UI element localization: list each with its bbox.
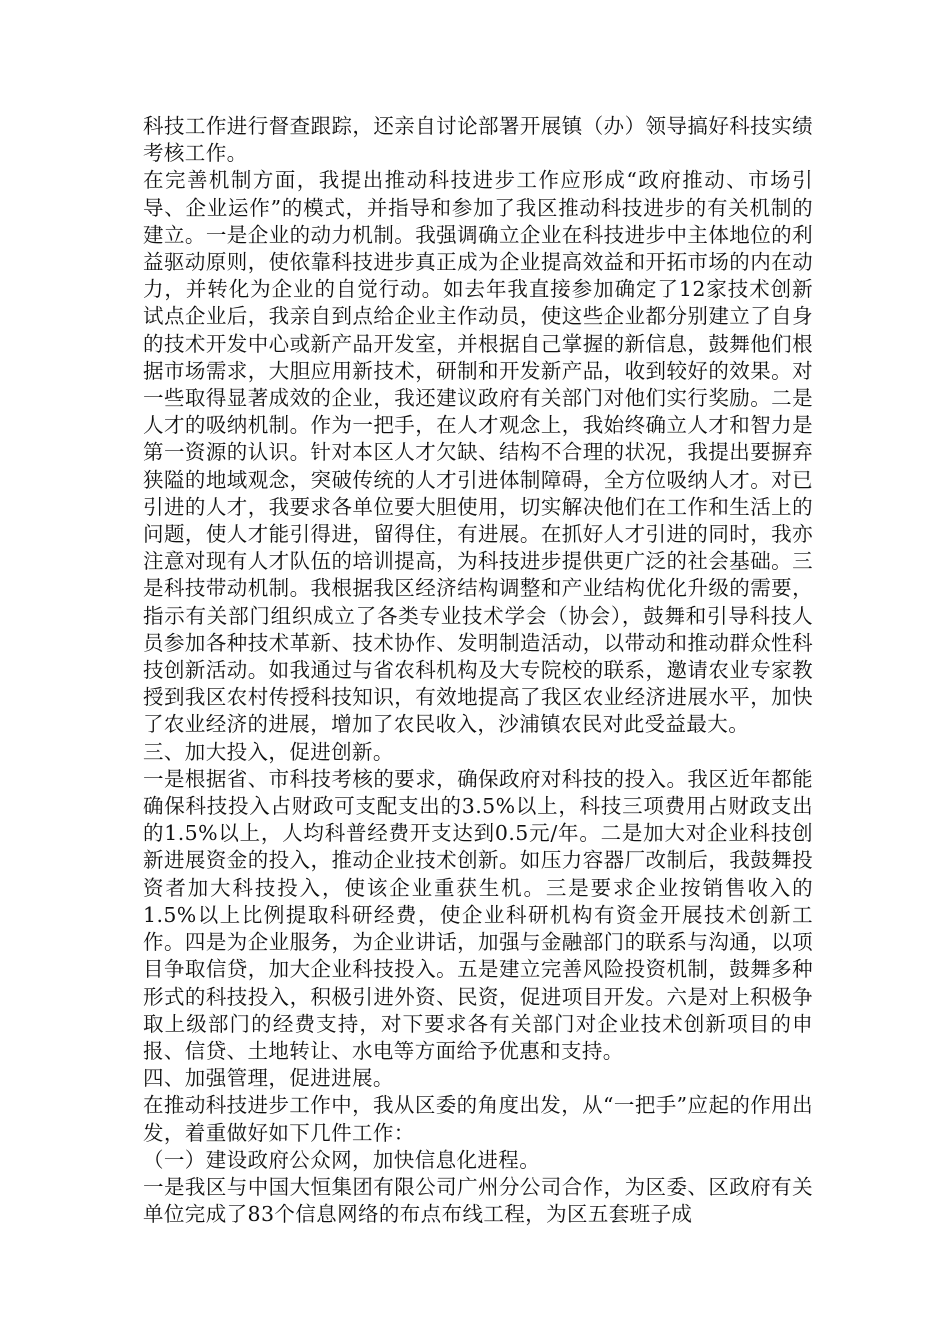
document-page — [143, 113, 813, 1228]
paragraph-4: 一是根据省、市科技考核的要求，确保政府对科技的投入。我区近年都能确保科技投入占财政可支配支出的3.5%以上，科技三项费用占财政支出的1.5%以上，人均科普经费开支达到0.5元/年。二是加大对企业科技创新进展资金的投入，推动企业技术创新。如压力容器厂改制后，我鼓舞投资者加大科技投入，使该企业重获生机。三是要求企业按销售收入的1.5%以上比例提取科研经费，使企业科研机构有资金开展技术创新工作。四是为企业服务，为企业讲话，加强与金融部门的联系与沟通，以项目争取信贷，加大企业科技投入。五是建立完善风险投资机制，鼓舞多种形式的科技投入，积极引进外资、民资，促进项目开发。六是对上积极争取上级部门的经费支持，对下要求各有关部门对企业技术创新项目的申报、信贷、土地转让、水电等方面给予优惠和支持。 — [143, 766, 813, 1063]
section-heading-4: 四、加强管理，促进进展。 — [143, 1066, 394, 1091]
section-heading-3: 三、加大投入，促进创新。 — [143, 739, 394, 764]
subheading-1: （一）建设政府公众网，加快信息化进程。 — [143, 1147, 541, 1172]
paragraph-6: 在推动科技进步工作中，我从区委的角度出发，从“一把手”应起的作用出发，着重做好如下几件工作： — [143, 1093, 813, 1145]
paragraph-2: 在完善机制方面，我提出推动科技进步工作应形成“政府推动、市场引导、企业运作”的模式，并指导和参加了我区推动科技进步的有关机制的建立。一是企业的动力机制。我强调确立企业在科技进步中主体地位的利益驱动原则，使依靠科技进步真正成为企业提高效益和开拓市场的内在动力，并转化为企业的自觉行动。如去年我直接参加确定了12家技术创新试点企业后，我亲自到点给企业主作动员，使这些企业都分别建立了自身的技术开发中心或新产品开发室，并根据自己掌握的新信息，鼓舞他们根据市场需求，大胆应用新技术，研制和开发新产品，收到较好的效果。对一些取得显著成效的企业，我还建议政府有关部门对他们实行奖励。二是人才的吸纳机制。作为一把手，在人才观念上，我始终确立人才和智力是第一资源的认识。针对本区人才欠缺、结构不合理的状况，我提出要摒弃狭隘的地域观念，突破传统的人才引进体制障碍，全方位吸纳人才。对已引进的人才，我要求各单位要大胆使用，切实解决他们在工作和生活上的问题，使人才能引得进，留得住，有进展。在抓好人才引进的同时，我亦注意对现有人才队伍的培训提高，为科技进步提供更广泛的社会基础。三是科技带动机制。我根据我区经济结构调整和产业结构优化升级的需要，指示有关部门组织成立了各类专业技术学会（协会），鼓舞和引导科技人员参加各种技术革新、技术协作、发明制造活动，以带动和推动群众性科技创新活动。如我通过与省农科机构及大专院校的联系，邀请农业专家教授到我区农村传授科技知识，有效地提高了我区农业经济进展水平，加快了农业经济的进展，增加了农民收入，沙浦镇农民对此受益最大。 — [143, 168, 813, 737]
paragraph-1: 科技工作进行督查跟踪，还亲自讨论部署开展镇（办）领导搞好科技实绩考核工作。 — [143, 114, 813, 166]
paragraph-8: 一是我区与中国大恒集团有限公司广州分公司合作，为区委、区政府有关单位完成了83个信息网络的布点布线工程，为区五套班子成 — [143, 1174, 813, 1227]
